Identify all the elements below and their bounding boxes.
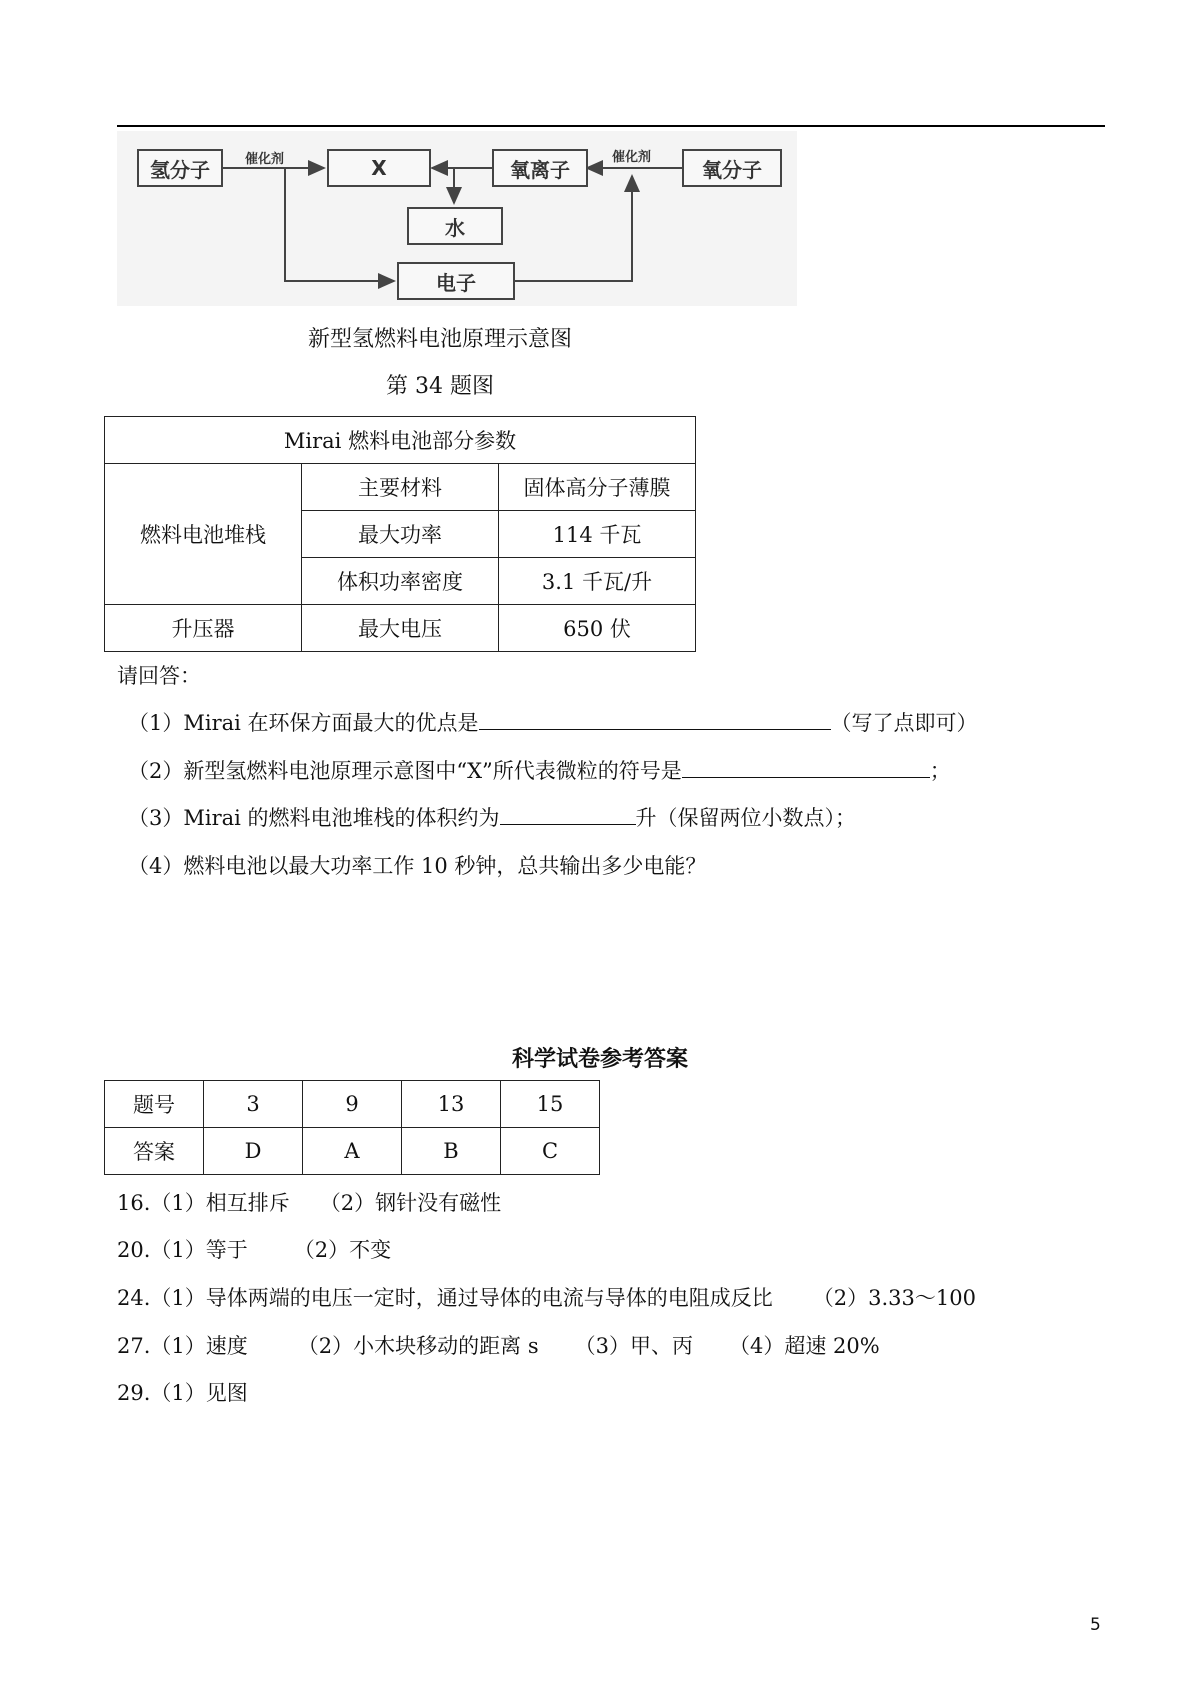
params-table (104, 416, 696, 652)
param-key: 最大电压 (302, 605, 499, 652)
answer-number: 20. (117, 1238, 151, 1262)
node-water: 水 (407, 207, 503, 245)
question-3 (128, 802, 856, 832)
question-1-note: （写了点即可） (830, 711, 978, 735)
answer-blank-2 (682, 755, 930, 778)
row-label: 题号 (105, 1081, 204, 1128)
stack-label: 燃料电池堆栈 (105, 464, 302, 605)
param-key: 最大功率 (302, 511, 499, 558)
answer-line-20 (117, 1234, 391, 1264)
question-number: 9 (303, 1081, 402, 1128)
answer-part: （1）导体两端的电压一定时，通过导体的电流与导体的电阻成反比 (150, 1286, 773, 1310)
answer-number: 24. (117, 1286, 151, 1310)
answer-part: （1）相互排斥 (150, 1191, 290, 1215)
header-rule (117, 125, 1105, 127)
fuel-cell-diagram (117, 131, 797, 306)
question-number: 13 (402, 1081, 501, 1128)
row-label: 答案 (105, 1128, 204, 1175)
answer-part: （2）不变 (293, 1238, 392, 1262)
node-electron: 电子 (397, 262, 515, 300)
table-row (105, 1081, 600, 1128)
node-x: X (327, 149, 431, 187)
node-oxygen-ion: 氧离子 (492, 149, 588, 187)
catalyst-label-right: 催化剂 (612, 150, 652, 165)
param-value: 固体高分子薄膜 (499, 464, 696, 511)
answer-part: （3）甲、丙 (574, 1334, 693, 1358)
answer-part: （2）3.33～100 (812, 1286, 976, 1310)
questions-intro: 请回答： (117, 664, 201, 688)
answer-number: 16. (117, 1191, 151, 1215)
answer-part: （4）超速 20% (728, 1334, 880, 1358)
answer-letter: C (501, 1128, 600, 1175)
question-3-text: （3）Mirai 的燃料电池堆栈的体积约为 (128, 806, 500, 830)
answer-letter: A (303, 1128, 402, 1175)
answer-part: （1）见图 (150, 1381, 248, 1405)
answers-title: 科学试卷参考答案 (511, 1047, 688, 1072)
answer-line-29 (117, 1377, 248, 1407)
question-2 (128, 755, 951, 785)
param-key: 体积功率密度 (302, 558, 499, 605)
answers-table (104, 1080, 600, 1175)
question-4: （4）燃料电池以最大功率工作 10 秒钟，总共输出多少电能？ (128, 854, 707, 878)
question-1 (128, 707, 978, 737)
answer-line-24 (117, 1282, 976, 1312)
diagram-caption: 新型氢燃料电池原理示意图 (307, 327, 572, 352)
answer-part: （2）钢针没有磁性 (319, 1191, 502, 1215)
table-row (105, 1128, 600, 1175)
question-2-end: ； (929, 759, 951, 783)
question-number: 3 (204, 1081, 303, 1128)
node-oxygen-molecule: 氧分子 (682, 149, 782, 187)
param-value: 3.1 千瓦/升 (499, 558, 696, 605)
answer-number: 27. (117, 1334, 151, 1358)
answer-blank-3 (500, 802, 636, 825)
question-3-note: 升（保留两位小数点）； (635, 806, 857, 830)
question-2-text: （2）新型氢燃料电池原理示意图中“X”所代表微粒的符号是 (128, 759, 682, 783)
answer-part: （1）等于 (150, 1238, 248, 1262)
booster-label: 升压器 (105, 605, 302, 652)
answer-number: 29. (117, 1381, 151, 1405)
answer-letter: D (204, 1128, 303, 1175)
answer-line-27 (117, 1330, 880, 1360)
figure-number: 第 34 题图 (386, 374, 494, 399)
answer-line-16 (117, 1187, 501, 1217)
params-title: Mirai 燃料电池部分参数 (105, 417, 696, 464)
table-row (105, 417, 696, 464)
table-row (105, 464, 696, 511)
param-key: 主要材料 (302, 464, 499, 511)
page-number: 5 (1090, 1615, 1101, 1635)
param-value: 650 伏 (499, 605, 696, 652)
answer-letter: B (402, 1128, 501, 1175)
node-hydrogen-molecule: 氢分子 (137, 149, 223, 187)
answer-part: （2）小木块移动的距离 s (297, 1334, 539, 1358)
param-value: 114 千瓦 (499, 511, 696, 558)
question-number: 15 (501, 1081, 600, 1128)
table-row (105, 605, 696, 652)
answer-part: （1）速度 (150, 1334, 248, 1358)
question-1-text: （1）Mirai 在环保方面最大的优点是 (128, 711, 479, 735)
answer-blank-1 (479, 707, 831, 730)
catalyst-label-left: 催化剂 (245, 152, 285, 167)
